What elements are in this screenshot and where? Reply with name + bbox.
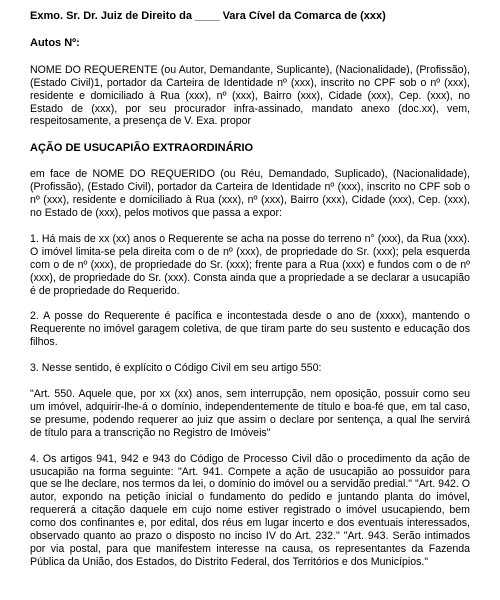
item-2-paragraph: 2. A posse do Requerente é pacífica e incontestada desde o ano de (xxxx), mantendo o Requerente no imóvel garagem coletiva, de que tiram parte do seu sustento e educação dos filhos. (30, 310, 470, 349)
court-header: Exmo. Sr. Dr. Juiz de Direito da ____ Vara Cível da Comarca de (xxx) (30, 10, 386, 22)
item-3-paragraph: 3. Nesse sentido, é explícito o Código Civil em seu artigo 550: (30, 362, 322, 375)
petition-document (30, 10, 470, 569)
item-4-paragraph: 4. Os artigos 941, 942 e 943 do Código de Processo Civil dão o procedimento da ação de usucapião na forma seguinte: "Art. 941. Compete a ação de usucapião ao possuidor para que se lhe declare, nos termos da lei, o domínio do imóvel ou a servidão predial." "Art. 942. O autor, expondo na petição inicial o fundamento do pedido e juntando planta do imóvel, requererá a citação daquele em cujo nome estiver registrado o imóvel usucapiendo, bem como dos confinantes e, por edital, dos réus em lugar incerto e dos eventuais interessados, observado quanto ao prazo o disposto no inciso IV do Art. 232." "Art. 943. Serão intimados por via postal, para que manifestem interesse na causa, os representantes da Fazenda Pública da União, dos Estados, do Distrito Federal, dos Territórios e dos Municípios." (30, 452, 470, 568)
article-550-quote: "Art. 550. Aquele que, por xx (xx) anos, sem interrupção, nem oposição, possuir como seu um imóvel, adquirir-lhe-á o domínio, independentemente de título e boa-fé que, em tal caso, se presume, podendo requerer ao juiz que assim o declare por sentença, a qual lhe servirá de título para a transcrição no Registro de Imóveis" (30, 388, 470, 439)
autos-label: Autos Nº: (30, 36, 80, 49)
requerente-paragraph: NOME DO REQUERENTE (ou Autor, Demandante, Suplicante), (Nacionalidade), (Profissão), (Estado Civil)1, portador da Carteira de Identidade nº (xxx), inscrito no CPF sob o nº (xxx), residente e domiciliado à Rua (xxx), nº (xxx), Bairro (xxx), Cidade (xxx), Cep. (xxx), no Estado de (xxx), por seu procurador infra-assinado, mandato anexo (doc.xx), vem, respeitosamente, a presença de V. Exa. propor (30, 63, 470, 128)
item-1-paragraph: 1. Há mais de xx (xx) anos o Requerente se acha na posse do terreno n° (xxx), da Rua (xxx). O imóvel limita-se pela direita com o de nº (xxx), de propriedade do Sr. (xxx); pela esquerda com o de nº (xxx), de propriedade do Sr. (xxx); frente para a Rua (xxx) e fundos com o de nº (xxx), de propriedade do Sr. (xxx). Consta ainda que a propriedade a se declarar a usucapião é de propriedade do Requerido. (30, 232, 470, 297)
action-title: AÇÃO DE USUCAPIÃO EXTRAORDINÁRIO (30, 142, 254, 155)
requerido-paragraph: em face de NOME DO REQUERIDO (ou Réu, Demandado, Suplicado), (Nacionalidade), (Profissão), (Estado Civil), portador da Carteira de Identidade nº (xxx), inscrito no CPF sob o nº (xxx), residente e domiciliado à Rua (xxx), nº (xxx), Bairro (xxx), Cidade (xxx), Cep. (xxx), no Estado de (xxx), pelos motivos que passa a expor: (30, 168, 470, 219)
